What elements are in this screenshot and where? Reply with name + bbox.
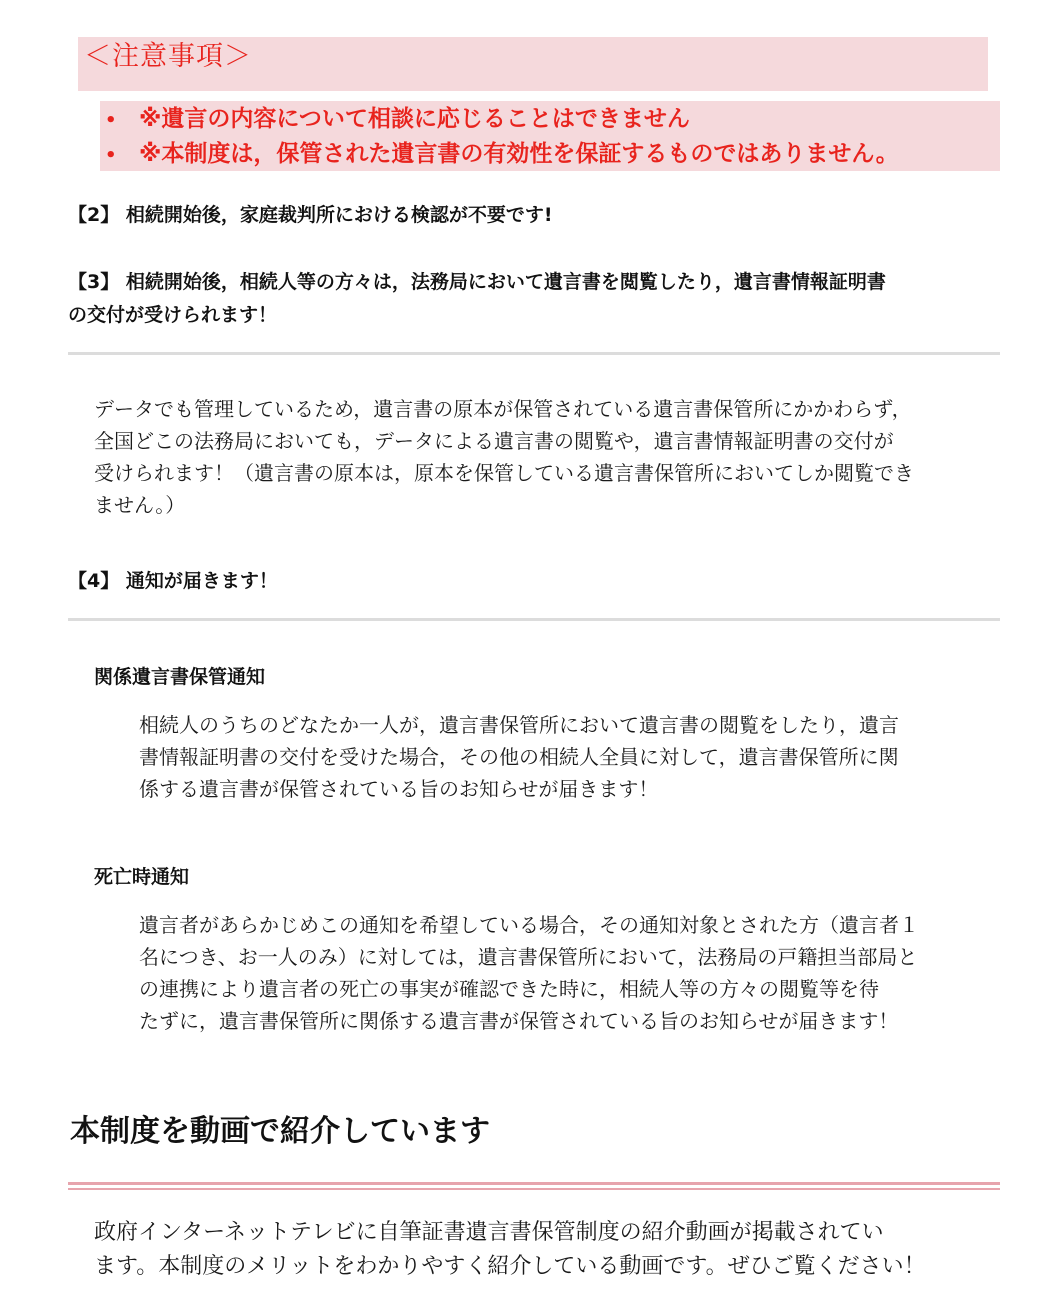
caution-item-text: ※本制度は，保管された遺言書の有効性を保証するものではありません。 <box>139 141 899 167</box>
video-title-rule-thin <box>68 1188 1000 1190</box>
paragraph-line: ません。） <box>94 493 186 517</box>
paragraph-line: 全国どこの法務局においても，データによる遺言書の閲覧や，遺言書情報証明書の交付が <box>94 429 894 453</box>
paragraph-line: の連携により遺言者の死亡の事実が確認できた時に，相続人等の方々の閲覧等を待 <box>139 977 879 1001</box>
section-4-heading: 【4】 通知が届きます！ <box>68 570 278 592</box>
notice-1-body <box>139 709 899 805</box>
paragraph-line: 遺言者があらかじめこの通知を希望している場合，その通知対象とされた方（遺言者１ <box>139 913 919 937</box>
section-3-heading-line2: の交付が受けられます！ <box>68 304 278 326</box>
notice-1-title: 関係遺言書保管通知 <box>94 666 266 688</box>
paragraph-line: 書情報証明書の交付を受けた場合，その他の相続人全員に対して，遺言書保管所に関 <box>139 745 899 769</box>
video-section-title: 本制度を動画で紹介しています <box>70 1114 490 1149</box>
bullet-icon: • <box>105 110 117 131</box>
video-body <box>94 1216 926 1284</box>
paragraph-line: 名につき、お一人のみ）に対しては，遺言書保管所において，法務局の戸籍担当部局と <box>139 945 918 969</box>
section-3-heading-line1: 【3】 相続開始後，相続人等の方々は，法務局において遺言書を閲覧したり，遺言書情報証明書 <box>68 271 886 293</box>
paragraph-line: ます。本制度のメリットをわかりやすく紹介している動画です。ぜひご覧ください！ <box>94 1254 926 1279</box>
caution-item-text: ※遺言の内容について相談に応じることはできません <box>139 106 690 132</box>
caution-title: ＜注意事項＞ <box>84 41 252 72</box>
notice-2-title: 死亡時通知 <box>94 866 190 888</box>
paragraph-line: 相続人のうちのどなたか一人が，遺言書保管所において遺言書の閲覧をしたり，遺言 <box>139 713 899 737</box>
section-2-heading: 【2】 相続開始後，家庭裁判所における検認が不要です! <box>68 204 553 226</box>
caution-item-1 <box>105 102 690 136</box>
paragraph-line: たずに，遺言書保管所に関係する遺言書が保管されている旨のお知らせが届きます！ <box>139 1009 899 1033</box>
paragraph-line: 係する遺言書が保管されている旨のお知らせが届きます！ <box>139 777 659 801</box>
section-divider <box>68 352 1000 355</box>
paragraph-line: 受けられます！（遺言書の原本は，原本を保管している遺言書保管所においてしか閲覧でき <box>94 461 914 485</box>
section-divider <box>68 618 1000 621</box>
notice-2-body <box>139 909 919 1037</box>
video-title-rule <box>68 1182 1000 1185</box>
paragraph-line: 政府インターネットテレビに自筆証書遺言書保管制度の紹介動画が掲載されてい <box>94 1220 884 1245</box>
bullet-icon: • <box>105 145 117 166</box>
caution-item-2 <box>105 137 899 171</box>
section-3-body <box>94 393 914 521</box>
paragraph-line: データでも管理しているため，遺言書の原本が保管されている遺言書保管所にかかわらず， <box>94 397 912 421</box>
